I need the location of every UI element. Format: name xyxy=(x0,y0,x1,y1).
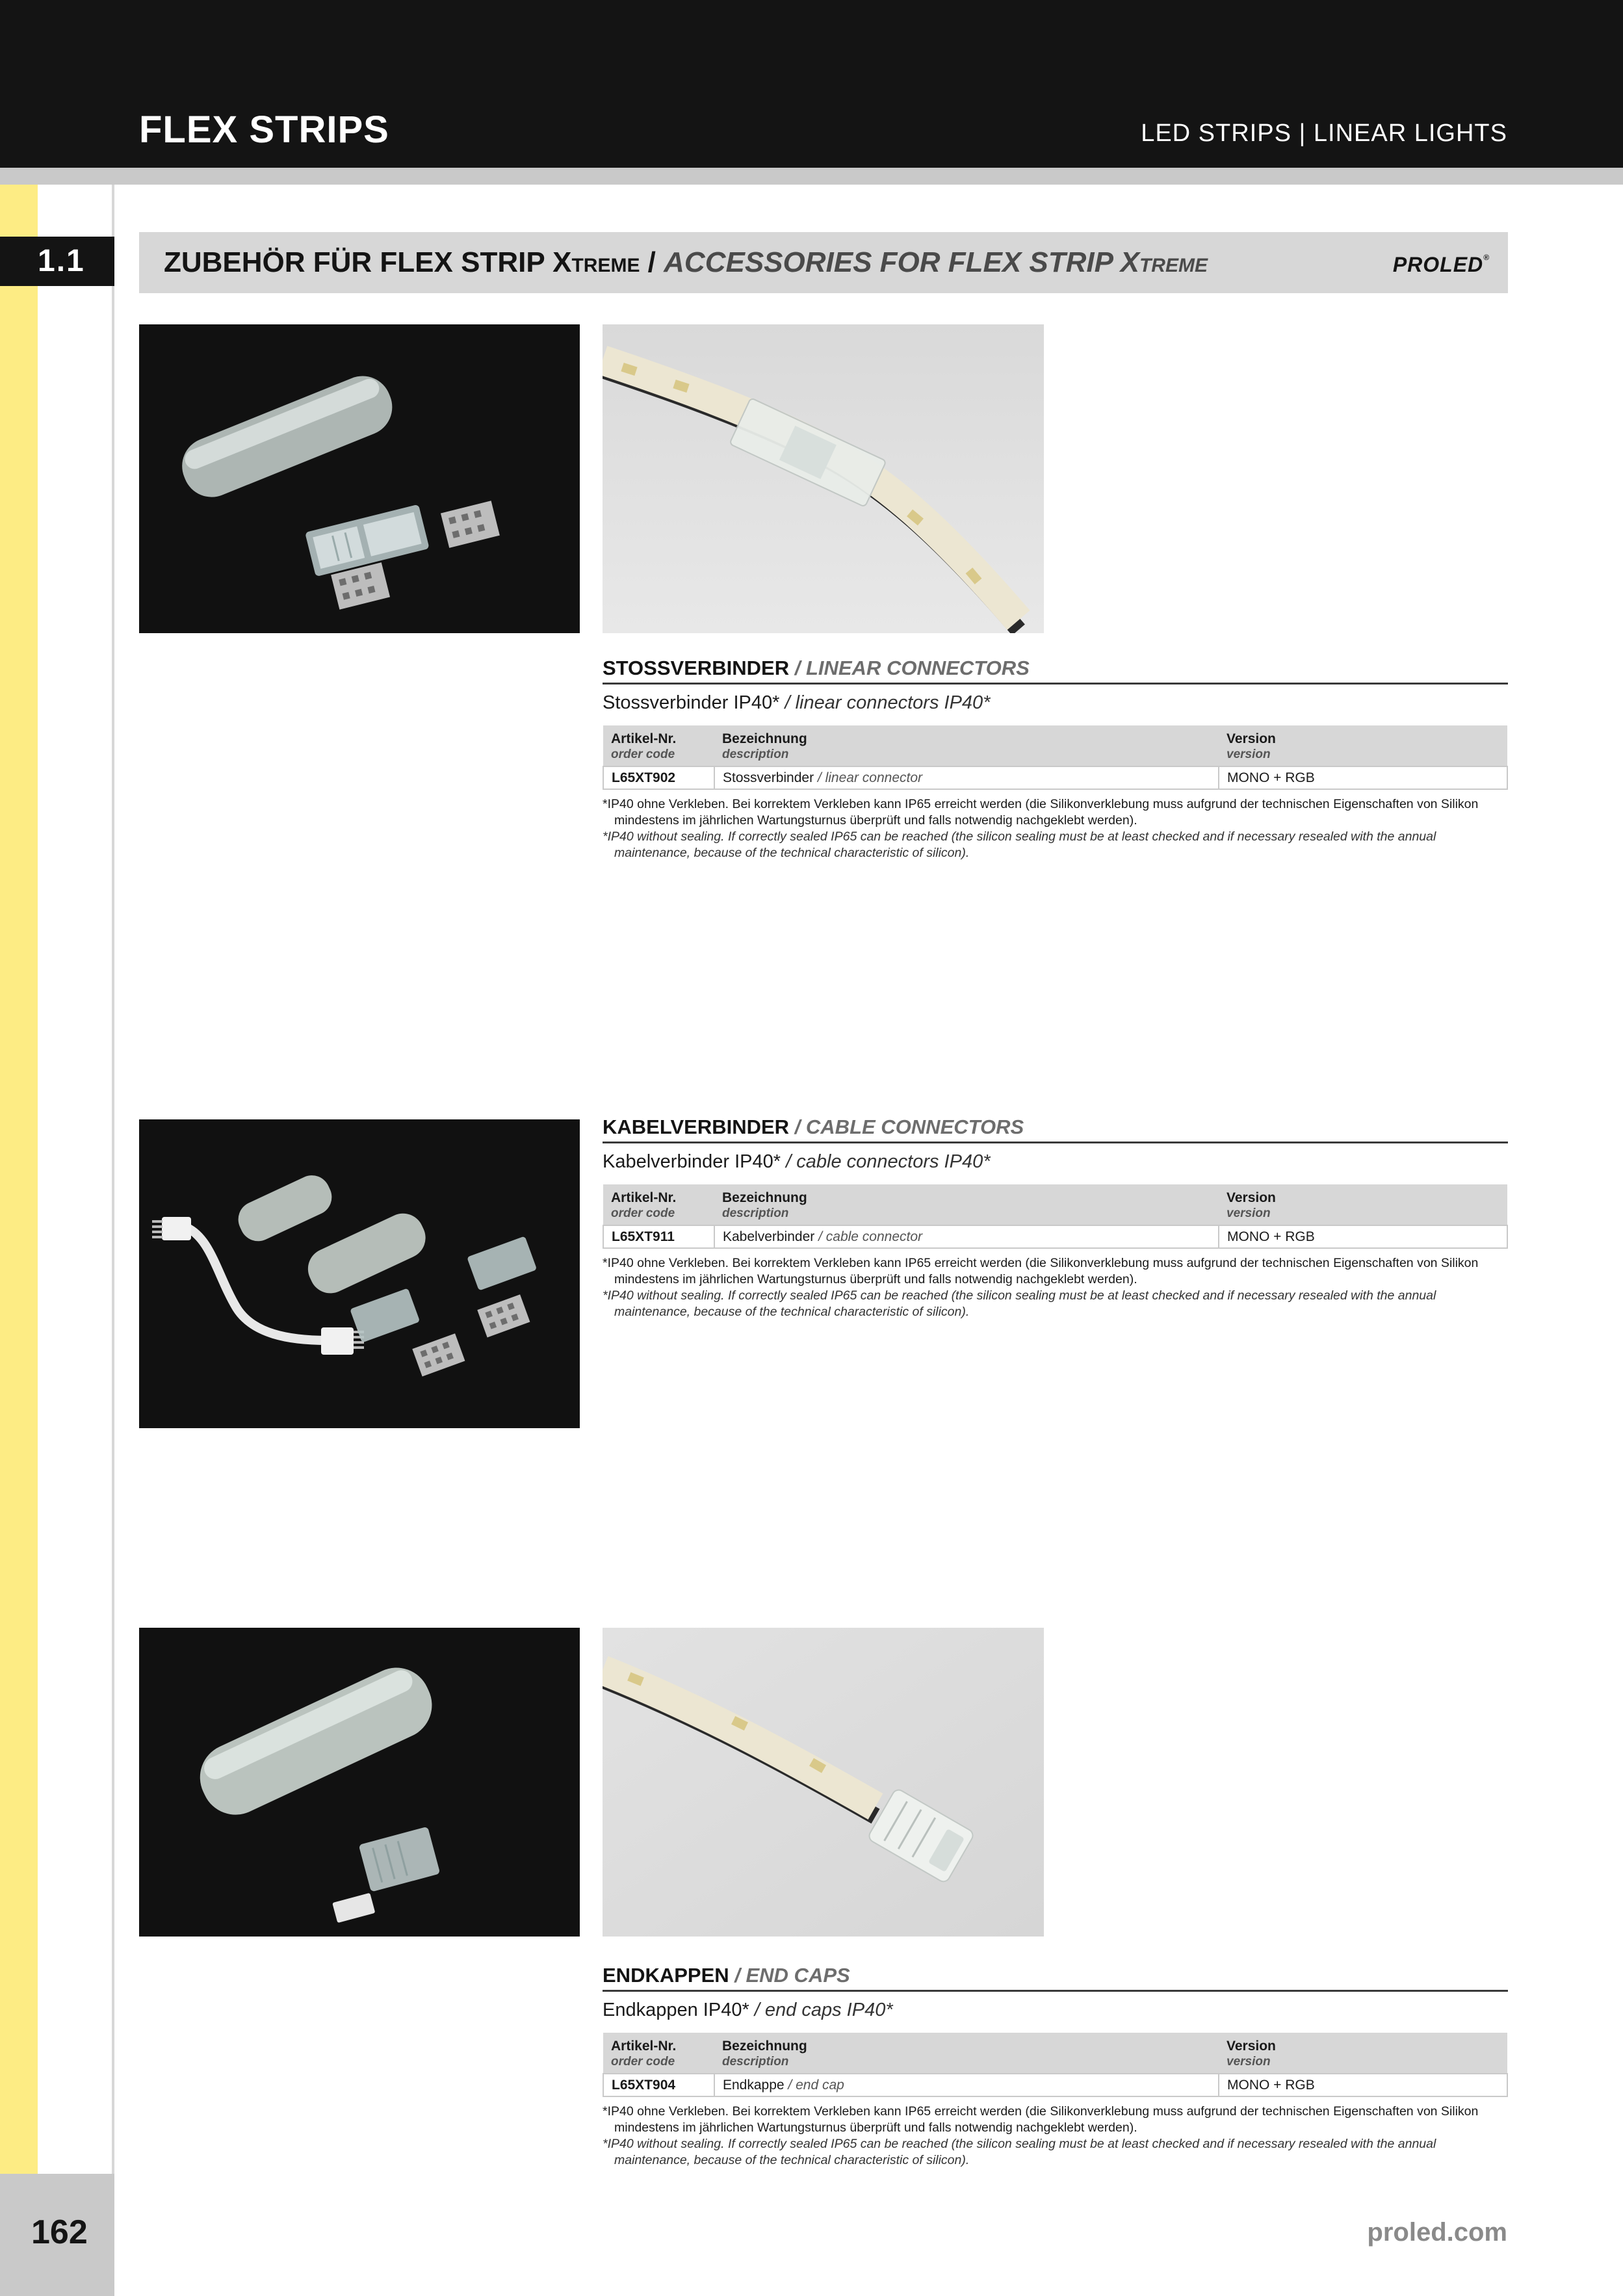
order-code-cell: L65XT904 xyxy=(603,2074,714,2096)
section-title-bar xyxy=(139,232,1508,293)
product-photo-linear-connector-parts xyxy=(139,324,580,633)
section-title: ZUBEHÖR FÜR FLEX STRIP XTREME / ACCESSORIES FOR FLEX STRIP XTREME xyxy=(164,246,1208,278)
product-heading: KABELVERBINDER / CABLE CONNECTORS xyxy=(603,1115,1024,1138)
product-subtitle: Stossverbinder IP40* / linear connectors IP40* xyxy=(603,692,991,713)
website-link[interactable]: proled.com xyxy=(1367,2218,1507,2247)
header-version: Version version xyxy=(1219,2033,1507,2074)
product-end-caps xyxy=(603,1963,1508,2169)
footnote-de: *IP40 ohne Verkleben. Bei korrektem Verkleben kann IP65 erreicht werden (die Silikonverklebung muss aufgrund der technischen Eigenschaften von Silikon mindestens im jährlichen Wartungsturnus überprüft und falls notwendig nachgeklebt werden). xyxy=(603,2104,1479,2135)
spec-table xyxy=(603,2033,1508,2097)
footnote xyxy=(603,796,1508,861)
header-order-code: Artikel-Nr. order code xyxy=(603,725,714,766)
description-cell: Kabelverbinder / cable connector xyxy=(714,1225,1219,1248)
heading-divider xyxy=(603,1990,1508,1992)
footnote-en: *IP40 without sealing. If correctly sealed IP65 can be reached (the silicon sealing must be at least checked and if necessary resealed with the annual maintenance, because of the technical characteristic of silicon). xyxy=(603,829,1436,860)
product-subtitle: Endkappen IP40* / end caps IP40* xyxy=(603,2000,893,2020)
product-photo-end-cap-installed xyxy=(603,1628,1044,1937)
order-code-cell: L65XT911 xyxy=(603,1225,714,1248)
product-heading: ENDKAPPEN / END CAPS xyxy=(603,1964,850,1987)
footnote-de: *IP40 ohne Verkleben. Bei korrektem Verkleben kann IP65 erreicht werden (die Silikonverklebung muss aufgrund der technischen Eigenschaften von Silikon mindestens im jährlichen Wartungsturnus überprüft und falls notwendig nachgeklebt werden). xyxy=(603,1256,1479,1286)
table-row xyxy=(603,1225,1507,1248)
spec-table xyxy=(603,725,1508,790)
spec-table xyxy=(603,1184,1508,1249)
product-photo-end-cap-parts xyxy=(139,1628,580,1937)
footnote-de: *IP40 ohne Verkleben. Bei korrektem Verkleben kann IP65 erreicht werden (die Silikonverklebung muss aufgrund der technischen Eigenschaften von Silikon mindestens im jährlichen Wartungsturnus überprüft und falls notwendig nachgeklebt werden). xyxy=(603,797,1479,828)
heading-divider xyxy=(603,1141,1508,1143)
section-title-en: ACCESSORIES FOR FLEX STRIP XTREME xyxy=(664,246,1208,278)
header-order-code: Artikel-Nr. order code xyxy=(603,1184,714,1225)
page-title: FLEX STRIPS xyxy=(139,109,389,151)
proled-logo: PROLED® xyxy=(1392,253,1490,276)
product-photo-cable-connector xyxy=(139,1119,580,1428)
product-photo-linear-connector-installed xyxy=(603,324,1044,633)
header-description: Bezeichnung description xyxy=(714,725,1219,766)
table-header-row xyxy=(603,725,1507,766)
version-cell: MONO + RGB xyxy=(1219,2074,1507,2096)
section-number-tab: 1.1 xyxy=(0,237,114,286)
chapter-color-bar xyxy=(0,185,38,2174)
header-version: Version version xyxy=(1219,1184,1507,1225)
table-row xyxy=(603,766,1507,789)
product-cable-connectors xyxy=(603,1114,1508,1320)
order-code-cell: L65XT902 xyxy=(603,766,714,789)
table-header-row xyxy=(603,1184,1507,1225)
product-heading: STOSSVERBINDER / LINEAR CONNECTORS xyxy=(603,657,1030,679)
header-description: Bezeichnung description xyxy=(714,1184,1219,1225)
header-order-code: Artikel-Nr. order code xyxy=(603,2033,714,2074)
category-label: LED STRIPS | LINEAR LIGHTS xyxy=(1141,120,1507,147)
margin-rule xyxy=(112,185,114,2296)
footnote xyxy=(603,1255,1508,1320)
header-divider xyxy=(0,168,1623,185)
footnote xyxy=(603,2104,1508,2169)
header-description: Bezeichnung description xyxy=(714,2033,1219,2074)
description-cell: Endkappe / end cap xyxy=(714,2074,1219,2096)
description-cell: Stossverbinder / linear connector xyxy=(714,766,1219,789)
footnote-en: *IP40 without sealing. If correctly sealed IP65 can be reached (the silicon sealing must be at least checked and if necessary resealed with the annual maintenance, because of the technical characteristic of silicon). xyxy=(603,2137,1436,2167)
page-number: 162 xyxy=(31,2213,88,2251)
version-cell: MONO + RGB xyxy=(1219,766,1507,789)
table-row xyxy=(603,2074,1507,2096)
heading-divider xyxy=(603,683,1508,685)
version-cell: MONO + RGB xyxy=(1219,1225,1507,1248)
product-subtitle: Kabelverbinder IP40* / cable connectors IP40* xyxy=(603,1151,991,1172)
product-linear-connectors xyxy=(603,655,1508,861)
footnote-en: *IP40 without sealing. If correctly sealed IP65 can be reached (the silicon sealing must be at least checked and if necessary resealed with the annual maintenance, because of the technical characteristic of silicon). xyxy=(603,1288,1436,1319)
table-header-row xyxy=(603,2033,1507,2074)
header-version: Version version xyxy=(1219,725,1507,766)
section-title-de: ZUBEHÖR FÜR FLEX STRIP XTREME xyxy=(164,246,640,278)
